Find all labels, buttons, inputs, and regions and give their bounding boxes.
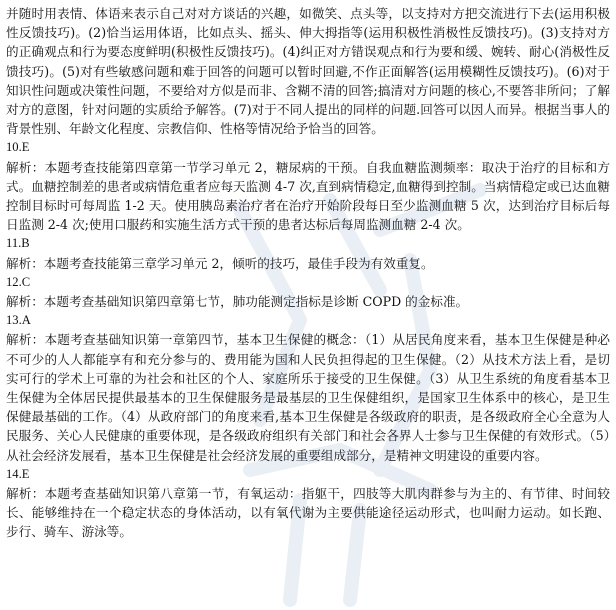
question-analysis: 解析：本题考查基础知识第八章第一节，有氧运动：指躯干，四肢等大肌肉群参与为主的、有节律、时间较长、能够维持在一个稳定状态的身体活动，以有氧代谢为主要供能途径运动形式，也叫耐力运动。如长跑、步行、骑车、游泳等。 (6, 486, 610, 540)
question-analysis: 解析：本题考查技能第四章第一节学习单元 2，糖尿病的干预。自我血糖监测频率：取决于治疗的目标和方式。血糖控制差的患者或病情危重者应每天监测 4-7 次,直到病情稳定,血糖得到控制。当病情稳定或已达血糖控制目标时可每周监 1-2 天。使用胰岛素治疗者在治疗开始阶段每日至少监测血糖 5 次，达到治疗目标后每日监测 2-4 次;使用口服药和实施生活方式干预的患者达标后每周监测血糖 2-4 次。 (6, 159, 610, 233)
question-analysis: 解析：本题考查基础知识第一章第四节，基本卫生保健的概念：（1）从居民角度来看，基本卫生保健是种必不可少的人人都能享有和充分参与的、费用能为国和人民负担得起的卫生保健。（2）从技术方法上看，是切实可行的学术上可靠的为社会和社区的个人、家庭所乐于接受的卫生保健。（3）从卫生系统的角度看基本卫生保健为全体居民提供最基本的卫生保健服务是最基层的卫生保健组织，是国家卫生体系中的核心，是卫生保健最基础的工作。（4）从政府部门的角度来看,基本卫生保健是各级政府的职责，是各级政府全心全意为人民服务、关心人民健康的重要体现，是各级政府组织有关部门和社会各界人士参与卫生保健的有效形式。（5）从社会经济发展看，基本卫生保健是社会经济发展的重要组成部分，是精神文明建设的重要内容。 (6, 332, 610, 463)
question-analysis: 解析：本题考查技能第三章学习单元 2，倾听的技巧，最佳手段为有效重复。 (6, 255, 434, 271)
question-number: 12.C (6, 274, 31, 289)
question-number: 11.B (6, 236, 30, 251)
question-number: 10.E (6, 140, 30, 155)
question-number: 14.E (6, 466, 30, 481)
intro-paragraph: 并随时用表情、体语来表示自己对对方谈话的兴趣，如微笑、点头等，以支持对方把交流进行下去(运用积极性反馈技巧)。(2)恰当运用体语，比如点头、摇头、伸大拇指等(运用积极性消极性反馈技巧)。(3)支持对方的正确观点和行为要态度鲜明(积极性反馈技巧)。(4)纠正对方错误观点和行为要和缓、婉转、耐心(消极性反馈技巧)。(5)对有些敏感问题和难于回答的问题可以暂时回避,不作正面解答(运用模糊性反馈技巧)。(6)对于知识性问题或决策性问题，不要给对方似是而非、含糊不清的回答;搞清对方问题的核心,不要答非所问；了解对方的意图，针对问题的实质给予解答。(7)对于不同人提出的同样的问题.回答可以因人而异。根据当事人的背景性别、年龄文化程度、宗教信仰、性格等情况给予恰当的回答。 (6, 6, 610, 137)
question-number: 13.A (6, 313, 31, 328)
document-body (6, 4, 610, 542)
question-analysis: 解析：本题考查基础知识第四章第七节，肺功能测定指标是诊断 COPD 的金标准。 (6, 294, 469, 310)
